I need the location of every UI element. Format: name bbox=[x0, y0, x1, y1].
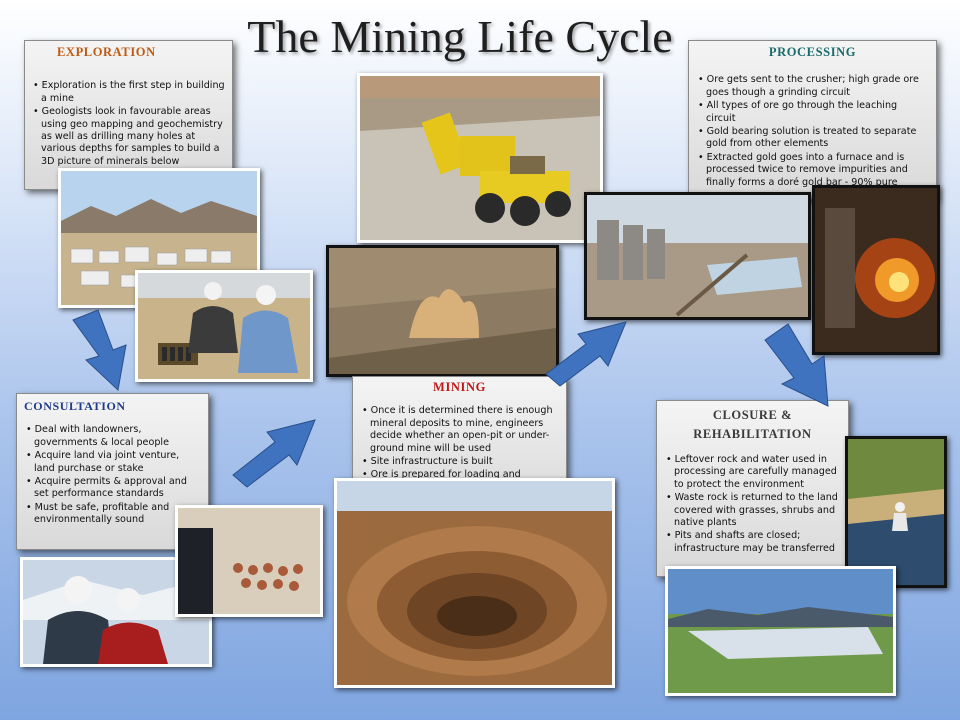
processing-item: • All types of ore go through the leaching circuit bbox=[696, 100, 929, 125]
haul-truck-photo bbox=[357, 73, 603, 243]
closure-item: • Waste rock is returned to the land covered with grasses, shrubs and native plants bbox=[664, 492, 841, 529]
mining-item: • Once it is determined there is enough mineral deposits to mine, engineers decide whether an open-pit or under-ground mine will be used bbox=[360, 405, 559, 455]
mining-item: • Ore is prepared for loading and bbox=[360, 469, 559, 494]
processing-box bbox=[688, 40, 937, 200]
processing-item: • Ore gets sent to the crusher; high grade ore goes though a grinding circuit bbox=[696, 74, 929, 99]
processing-item: • Gold bearing solution is treated to separate gold from other elements bbox=[696, 126, 929, 151]
processing-heading: PROCESSING bbox=[768, 45, 857, 59]
community-meeting-photo bbox=[175, 505, 323, 617]
consultation-heading: CONSULTATION bbox=[24, 399, 126, 413]
closure-box bbox=[656, 400, 849, 577]
geologists-photo bbox=[135, 270, 313, 382]
closure-item: • Pits and shafts are closed; infrastructure may be transferred bbox=[664, 530, 841, 555]
processing-plant-photo bbox=[584, 192, 811, 320]
consultation-item: • Must be safe, profitable and environmentally sound bbox=[24, 502, 201, 527]
mining-item: • Site infrastructure is built bbox=[360, 456, 559, 468]
open-pit-photo bbox=[334, 478, 615, 688]
exploration-item: • Exploration is the first step in building a mine bbox=[31, 80, 226, 105]
closure-heading: CLOSURE & REHABILITATION bbox=[693, 408, 812, 441]
arrow-consultation-to-mining-icon bbox=[225, 415, 320, 490]
arrow-exploration-to-consultation-icon bbox=[68, 305, 138, 395]
processing-item: • Extracted gold goes into a furnace and is processed twice to remove impurities and finally forms a doré gold bar - 90% pure bbox=[696, 152, 929, 189]
consultation-item: • Deal with landowners, governments & local people bbox=[24, 424, 201, 449]
mining-heading: MINING bbox=[433, 380, 486, 394]
exploration-item: • Geologists look in favourable areas using geo mapping and geochemistry as well as drilling many holes at various depths for samples to build a 3D picture of minerals below bbox=[31, 106, 226, 168]
arrow-processing-to-closure-icon bbox=[760, 320, 840, 410]
rehabilitated-land-photo bbox=[665, 566, 896, 696]
consultation-item: • Acquire permits & approval and set performance standards bbox=[24, 476, 201, 501]
consultation-item: • Acquire land via joint venture, land purchase or stake bbox=[24, 450, 201, 475]
page-title: The Mining Life Cycle bbox=[247, 11, 673, 62]
closure-item: • Leftover rock and water used in processing are carefully managed to protect the environment bbox=[664, 454, 841, 491]
blasting-photo bbox=[326, 245, 559, 377]
arrow-mining-to-processing-icon bbox=[538, 316, 633, 388]
exploration-heading: EXPLORATION bbox=[57, 45, 156, 59]
